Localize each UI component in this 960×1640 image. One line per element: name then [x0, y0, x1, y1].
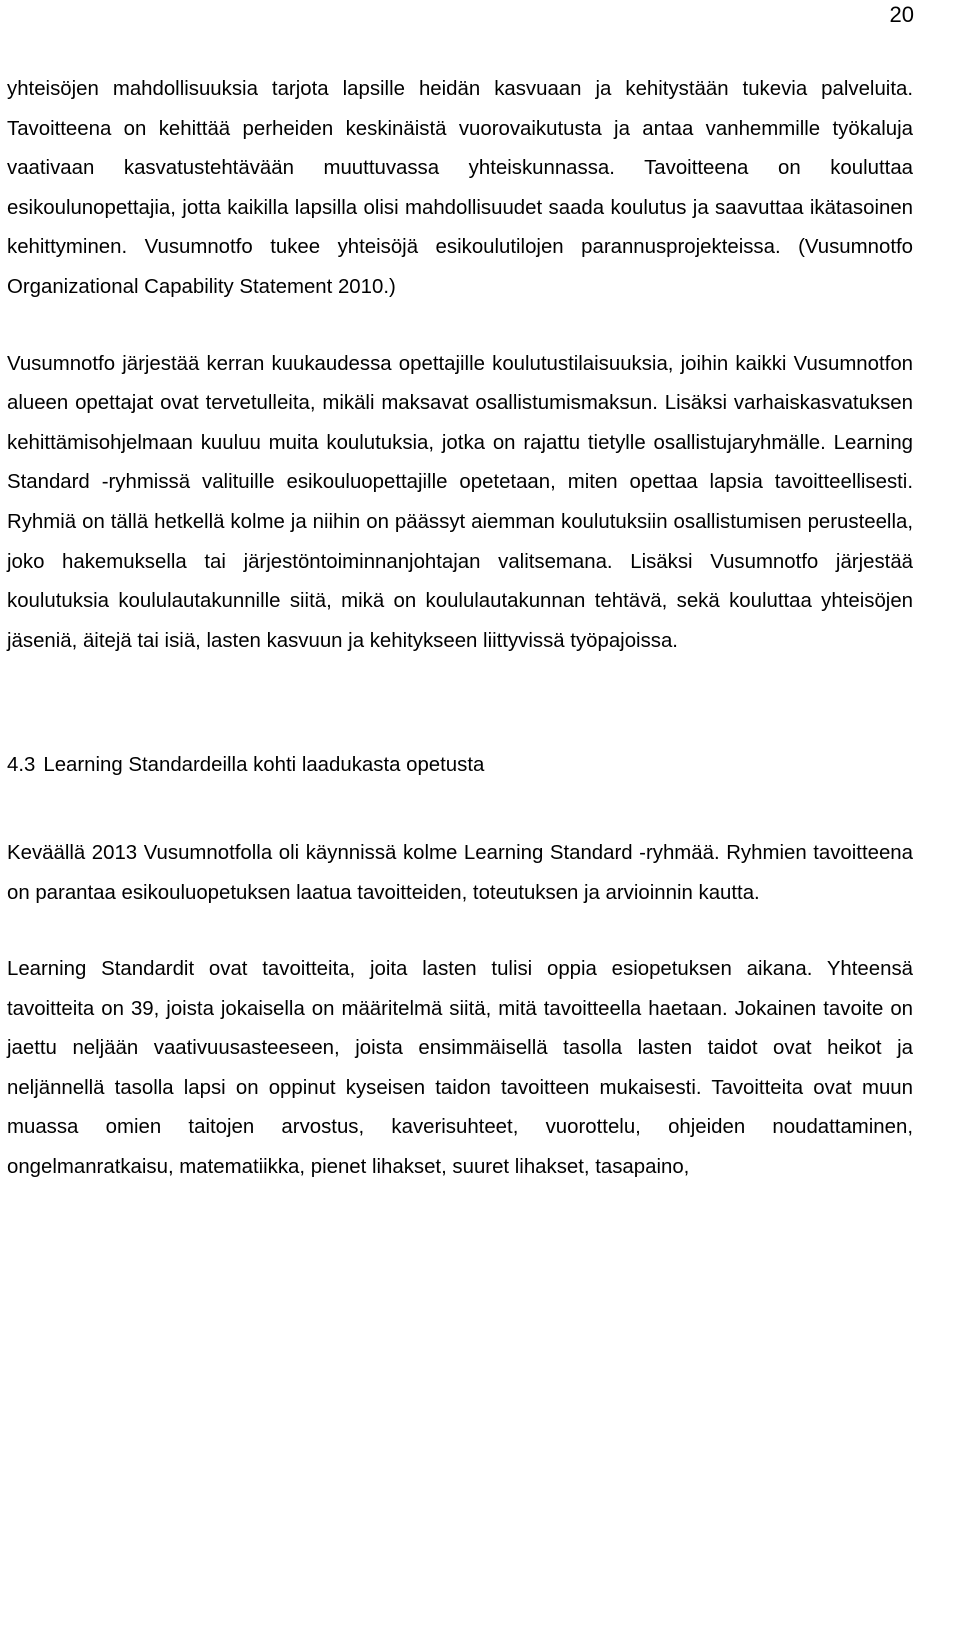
section-title: Learning Standardeilla kohti laadukasta opetusta: [43, 754, 485, 777]
section-heading: [7, 746, 913, 786]
body-paragraph: Learning Standardit ovat tavoitteita, joita lasten tulisi oppia esiopetuksen aikana. Yhteensä tavoitteita on 39, joista jokaisella on määritelmä siitä, mitä tavoitteella haetaan. Jokainen tavoite on jaettu neljään vaativuusasteeseen, joista ensimmäisellä tasolla lasten taidot ovat heikot ja neljännellä tasolla lapsi on oppinut kyseisen taidon tavoitteen mukaisesti. Tavoitteita ovat muun muassa omien taitojen arvostus, kaverisuhteet, vuorottelu, ohjeiden noudattaminen, ongelmanratkaisu, matematiikka, pienet lihakset, suuret lihakset, tasapaino,: [7, 958, 913, 1179]
page-number: 20: [889, 2, 914, 27]
body-paragraph: yhteisöjen mahdollisuuksia tarjota lapsille heidän kasvuaan ja kehitystään tukevia palveluita. Tavoitteena on kehittää perheiden keskinäistä vuorovaikutusta ja antaa vanhemmille työkaluja vaativaan kasvatustehtävään muuttuvassa yhteiskunnassa. Tavoitteena on kouluttaa esikoulunopettajia, jotta kaikilla lapsilla olisi mahdollisuudet saada koulutus ja saavuttaa ikätasoinen kehittyminen. Vusumnotfo tukee yhteisöjä esikoulutilojen parannusprojekteissa. (Vusumnotfo Organizational Capability Statement 2010.): [7, 78, 913, 298]
section-number: 4.3: [7, 754, 36, 777]
document-body: [7, 70, 913, 1188]
body-paragraph: Keväällä 2013 Vusumnotfolla oli käynnissä kolme Learning Standard -ryhmää. Ryhmien tavoitteena on parantaa esikouluopetuksen laatua tavoitteiden, toteutuksen ja arvioinnin kautta.: [7, 841, 913, 904]
body-paragraph: Vusumnotfo järjestää kerran kuukaudessa opettajille koulutustilaisuuksia, joihin kaikki Vusumnotfon alueen opettajat ovat tervetulleita, mikäli maksavat osallistumismaksun. Lisäksi varhaiskasvatuksen kehittämisohjelmaan kuuluu muita koulutuksia, jotka on rajattu tietylle osallistujaryhmälle. Learning Standard -ryhmissä valituille esikouluopettajille opetetaan, miten opettaa lapsia tavoitteellisesti. Ryhmiä on tällä hetkellä kolme ja niihin on päässyt aiemman koulutuksiin osallistumisen perusteella, joko hakemuksella tai järjestöntoiminnanjohtajan valitsemana. Lisäksi Vusumnotfo järjestää koulutuksia koululautakunnille siitä, mikä on koululautakunnan tehtävä, sekä kouluttaa yhteisöjen jäseniä, äitejä tai isiä, lasten kasvuun ja kehitykseen liittyvissä työpajoissa.: [7, 352, 913, 652]
